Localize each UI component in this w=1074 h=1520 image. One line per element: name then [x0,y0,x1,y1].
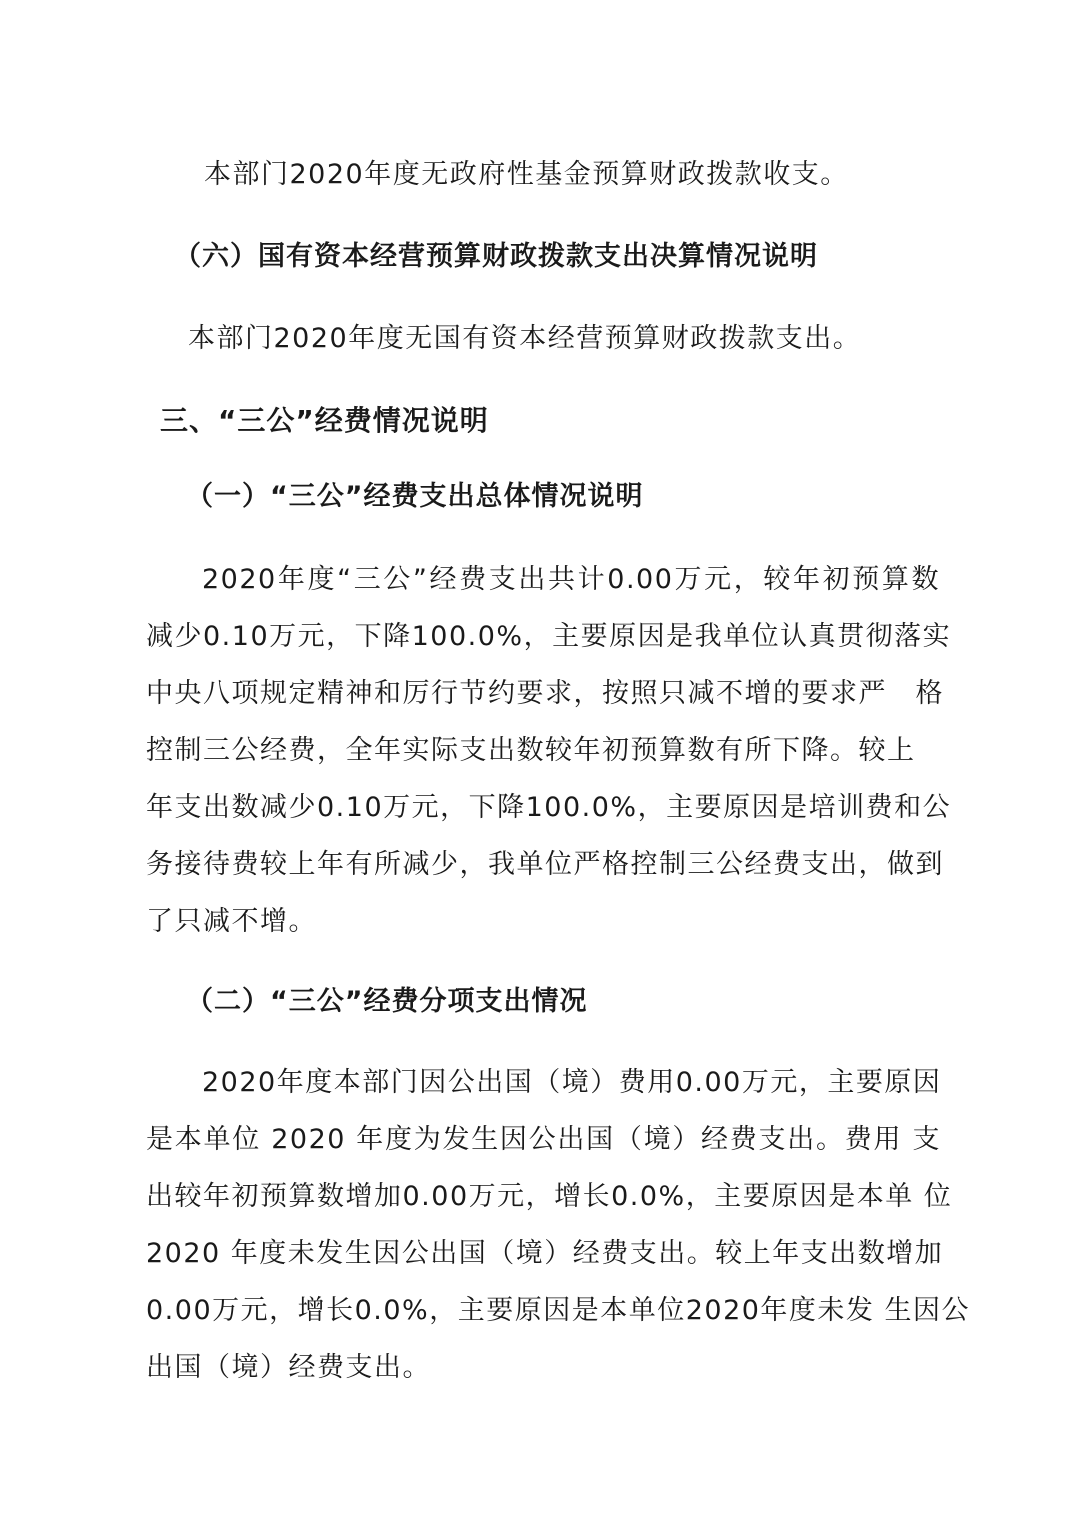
heading-three: 三、“三公”经费情况说明 [160,404,489,437]
paragraph-line: 是本单位 2020 年度为发生因公出国（境）经费支出。费用 支 [146,1124,941,1155]
paragraph-line: 务接待费较上年有所减少，我单位严格控制三公经费支出，做到 [146,849,944,880]
heading-sub-one: （一）“三公”经费支出总体情况说明 [186,481,644,512]
heading-six: （六）国有资本经营预算财政拨款支出决算情况说明 [174,241,818,272]
paragraph-line: 0.00万元，增长0.0%，主要原因是本单位2020年度未发 生因公 [146,1295,971,1326]
paragraph-line: 2020 年度未发生因公出国（境）经费支出。较上年支出数增加 [146,1238,944,1269]
paragraph-line: 2020年度本部门因公出国（境）费用0.00万元，主要原因 [202,1067,942,1098]
paragraph-line: 出较年初预算数增加0.00万元，增长0.0%，主要原因是本单 位 [146,1181,953,1212]
paragraph-line: 减少0.10万元，下降100.0%，主要原因是我单位认真贯彻落实 [146,621,952,652]
paragraph-gov-fund: 本部门2020年度无政府性基金预算财政拨款收支。 [204,159,849,190]
paragraph-state-capital: 本部门2020年度无国有资本经营预算财政拨款支出。 [188,323,862,354]
paragraph-line: 出国（境）经费支出。 [146,1352,431,1383]
paragraph-line: 2020年度“三公”经费支出共计0.00万元，较年初预算数 [202,564,940,595]
paragraph-line: 年支出数减少0.10万元，下降100.0%，主要原因是培训费和公 [146,792,952,823]
paragraph-line: 中央八项规定精神和厉行节约要求，按照只减不增的要求严 格 [146,678,944,709]
paragraph-line: 控制三公经费，全年实际支出数较年初预算数有所下降。较上 [146,735,916,766]
paragraph-line: 了只减不增。 [146,906,317,937]
heading-sub-two: （二）“三公”经费分项支出情况 [186,986,588,1017]
